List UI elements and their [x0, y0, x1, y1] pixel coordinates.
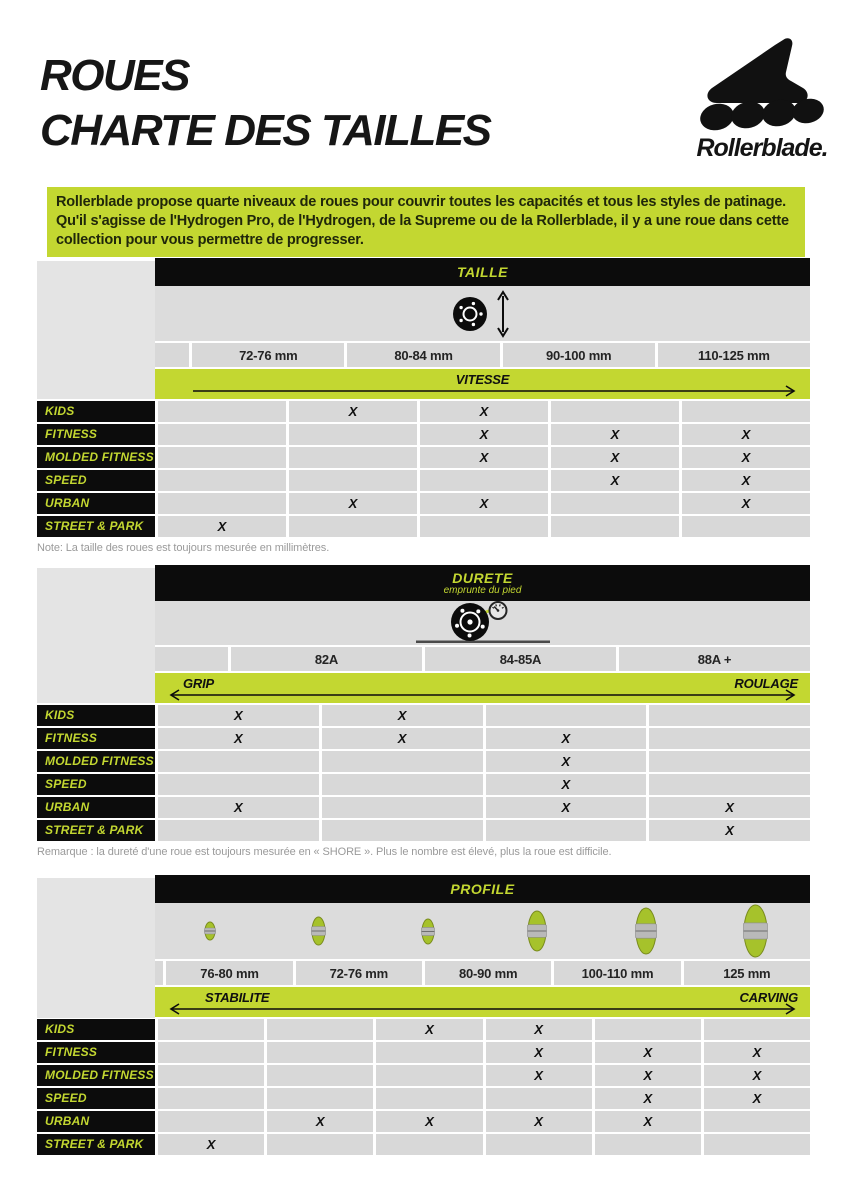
x-mark: X	[752, 1091, 762, 1106]
x-mark: X	[234, 731, 243, 746]
brand-wordmark: Rollerblade.	[696, 134, 828, 162]
mark-cell	[158, 470, 286, 491]
wheel-profile-icon	[311, 916, 326, 946]
x-mark: X	[561, 754, 571, 769]
mark-cell	[376, 1065, 482, 1086]
mark-cell	[376, 1042, 482, 1063]
mark-cell	[158, 1065, 264, 1086]
mark-cell	[267, 1019, 373, 1040]
axis-label-grip: GRIP	[183, 676, 214, 691]
table-row	[37, 1065, 810, 1086]
mark-cell	[704, 1065, 810, 1086]
mark-cell	[704, 1042, 810, 1063]
column-header: 76-80 mm	[166, 961, 292, 985]
mark-cell	[649, 728, 810, 749]
column-header: 90-100 mm	[503, 343, 655, 367]
mark-cell	[158, 493, 286, 514]
x-mark: X	[534, 1068, 543, 1083]
mark-cell	[595, 1042, 701, 1063]
table-row	[37, 1019, 810, 1040]
column-header: 84-85A	[425, 647, 616, 671]
x-mark: X	[643, 1068, 653, 1083]
table-corner	[37, 261, 155, 399]
table-row	[37, 516, 810, 537]
mark-cell	[649, 774, 810, 795]
x-mark: X	[534, 1022, 543, 1037]
axis-bar	[155, 673, 810, 703]
table-note: Note: La taille des roues est toujours mesurée en millimètres.	[37, 542, 330, 554]
axis-label-roulage: ROULAGE	[734, 676, 798, 691]
row-label: STREET & PARK	[37, 1134, 155, 1155]
mark-cell	[486, 797, 647, 818]
x-mark: X	[348, 496, 358, 511]
x-mark: X	[315, 1114, 325, 1129]
mark-cell	[158, 1042, 264, 1063]
x-mark: X	[397, 708, 407, 723]
mark-cell	[486, 820, 647, 841]
axis-label-stabilite: STABILITE	[205, 990, 270, 1005]
column-header: 110-125 mm	[658, 343, 810, 367]
x-mark: X	[610, 450, 620, 465]
profile-column-icon	[483, 903, 592, 959]
mark-cell	[649, 797, 810, 818]
mark-cell	[595, 1065, 701, 1086]
mark-cell	[322, 751, 483, 772]
mark-cell	[682, 401, 810, 422]
column-header: 80-84 mm	[347, 343, 499, 367]
table-rows	[37, 705, 810, 841]
x-mark: X	[561, 731, 571, 746]
mark-cell	[682, 470, 810, 491]
x-mark: X	[479, 450, 489, 465]
table-rows	[37, 1019, 810, 1155]
column-header: 125 mm	[684, 961, 810, 985]
mark-cell	[420, 516, 548, 537]
x-mark: X	[643, 1114, 653, 1129]
row-label: MOLDED FITNESS	[37, 1065, 155, 1086]
mark-cell	[551, 447, 679, 468]
mark-cell	[420, 424, 548, 445]
x-mark: X	[561, 777, 571, 792]
table-row	[37, 774, 810, 795]
mark-cell	[682, 516, 810, 537]
mark-cell	[649, 751, 810, 772]
table-row	[37, 447, 810, 468]
table-row	[37, 424, 810, 445]
row-label: KIDS	[37, 1019, 155, 1040]
mark-cell	[322, 705, 483, 726]
table-durete	[37, 565, 810, 858]
mark-cell	[322, 774, 483, 795]
title-line2: CHARTE DES TAILLES	[40, 106, 491, 155]
table-row	[37, 751, 810, 772]
mark-cell	[486, 1111, 592, 1132]
table-title: DURETE	[452, 570, 513, 586]
mark-cell	[649, 705, 810, 726]
rollerblade-logo	[684, 36, 840, 174]
column-header: 72-76 mm	[296, 961, 422, 985]
table-header	[155, 258, 810, 286]
mark-cell	[158, 1134, 264, 1155]
x-mark: X	[725, 823, 734, 838]
x-mark: X	[534, 1045, 543, 1060]
x-mark: X	[348, 404, 358, 419]
mark-cell	[704, 1134, 810, 1155]
wheel-profile-icon	[421, 918, 435, 945]
mark-cell	[420, 493, 548, 514]
skate-logo-icon	[687, 36, 837, 136]
intro-text: Rollerblade propose quarte niveaux de roues pour couvrir toutes les capacités et tous les styles de patinage. Qu'il s'agisse de l'Hydrogen Pro, de l'Hydrogen, de la Supreme ou de la Rollerblade, il y a une roue dans cette collection pour vous permettre de progresser.	[47, 187, 805, 257]
table-corner	[37, 878, 155, 1018]
mark-cell	[158, 1111, 264, 1132]
column-header: 82A	[231, 647, 422, 671]
page-title	[40, 48, 491, 158]
table-taille	[37, 258, 810, 554]
mark-cell	[682, 424, 810, 445]
mark-cell	[486, 1042, 592, 1063]
profile-column-icon	[155, 903, 264, 959]
row-label: FITNESS	[37, 728, 155, 749]
x-mark: X	[234, 800, 243, 815]
table-row	[37, 1134, 810, 1155]
mark-cell	[420, 401, 548, 422]
axis-bar	[155, 987, 810, 1017]
mark-cell	[420, 470, 548, 491]
mark-cell	[704, 1019, 810, 1040]
table-row	[37, 1042, 810, 1063]
mark-cell	[595, 1019, 701, 1040]
mark-cell	[267, 1134, 373, 1155]
mark-cell	[486, 1019, 592, 1040]
row-label: SPEED	[37, 470, 155, 491]
table-row	[37, 1088, 810, 1109]
mark-cell	[551, 470, 679, 491]
row-label: URBAN	[37, 493, 155, 514]
wheel-hardness-icon	[398, 601, 568, 645]
row-label: FITNESS	[37, 1042, 155, 1063]
table-row	[37, 797, 810, 818]
mark-cell	[158, 820, 319, 841]
mark-cell	[158, 751, 319, 772]
mark-cell	[595, 1111, 701, 1132]
x-mark: X	[534, 1114, 543, 1129]
row-label: URBAN	[37, 797, 155, 818]
x-mark: X	[741, 450, 751, 465]
mark-cell	[551, 401, 679, 422]
wheel-profile-icon	[527, 910, 547, 952]
axis-arrow	[155, 689, 810, 701]
column-header: 72-76 mm	[192, 343, 344, 367]
profile-column-icon	[373, 903, 482, 959]
x-mark: X	[479, 404, 489, 419]
x-mark: X	[425, 1022, 434, 1037]
table-corner	[37, 568, 155, 703]
table-row	[37, 493, 810, 514]
mark-cell	[376, 1111, 482, 1132]
mark-cell	[595, 1088, 701, 1109]
mark-cell	[486, 774, 647, 795]
axis-bar	[155, 369, 810, 399]
table-header	[155, 875, 810, 903]
row-label: SPEED	[37, 1088, 155, 1109]
mark-cell	[376, 1019, 482, 1040]
mark-cell	[486, 705, 647, 726]
row-label: STREET & PARK	[37, 516, 155, 537]
mark-cell	[158, 705, 319, 726]
mark-cell	[376, 1134, 482, 1155]
wheel-profile-icon	[743, 904, 768, 958]
axis-arrow	[155, 1003, 810, 1015]
axis-label-carving: CARVING	[739, 990, 798, 1005]
mark-cell	[158, 424, 286, 445]
x-mark: X	[425, 1114, 434, 1129]
x-mark: X	[479, 427, 489, 442]
row-label: URBAN	[37, 1111, 155, 1132]
mark-cell	[486, 728, 647, 749]
table-profile	[37, 875, 810, 1155]
x-mark: X	[217, 519, 227, 534]
axis-label-vitesse: VITESSE	[455, 372, 510, 387]
row-label: STREET & PARK	[37, 820, 155, 841]
mark-cell	[595, 1134, 701, 1155]
profile-icon-band	[155, 903, 810, 959]
row-label: KIDS	[37, 401, 155, 422]
table-row	[37, 401, 810, 422]
mark-cell	[158, 1088, 264, 1109]
x-mark: X	[397, 731, 407, 746]
row-label: FITNESS	[37, 424, 155, 445]
mark-cell	[682, 493, 810, 514]
table-row	[37, 1111, 810, 1132]
mark-cell	[289, 470, 417, 491]
mark-cell	[158, 447, 286, 468]
mark-cell	[649, 820, 810, 841]
x-mark: X	[752, 1068, 762, 1083]
mark-cell	[551, 424, 679, 445]
table-row	[37, 728, 810, 749]
x-mark: X	[561, 800, 571, 815]
mark-cell	[551, 516, 679, 537]
x-mark: X	[741, 496, 751, 511]
profile-column-icon	[592, 903, 701, 959]
mark-cell	[486, 1134, 592, 1155]
x-mark: X	[741, 473, 751, 488]
size-icon-band	[155, 286, 810, 341]
profile-column-icon	[264, 903, 373, 959]
table-row	[37, 705, 810, 726]
mark-cell	[158, 797, 319, 818]
mark-cell	[322, 797, 483, 818]
mark-cell	[158, 516, 286, 537]
mark-cell	[289, 424, 417, 445]
mark-cell	[704, 1088, 810, 1109]
mark-cell	[420, 447, 548, 468]
x-mark: X	[752, 1045, 762, 1060]
wheel-size-icon	[428, 288, 538, 340]
x-mark: X	[741, 427, 751, 442]
x-mark: X	[725, 800, 734, 815]
row-label: MOLDED FITNESS	[37, 447, 155, 468]
table-rows	[37, 401, 810, 537]
x-mark: X	[643, 1091, 653, 1106]
x-mark: X	[206, 1137, 216, 1152]
mark-cell	[289, 447, 417, 468]
mark-cell	[158, 1019, 264, 1040]
mark-cell	[704, 1111, 810, 1132]
mark-cell	[486, 1088, 592, 1109]
table-subtitle: emprunte du pied	[443, 585, 522, 596]
mark-cell	[267, 1065, 373, 1086]
axis-arrow	[155, 385, 810, 397]
mark-cell	[267, 1042, 373, 1063]
mark-cell	[289, 493, 417, 514]
x-mark: X	[234, 708, 243, 723]
wheel-profile-icon	[204, 921, 216, 941]
mark-cell	[158, 728, 319, 749]
x-mark: X	[610, 427, 620, 442]
column-header: 80-90 mm	[425, 961, 551, 985]
mark-cell	[158, 401, 286, 422]
table-header	[155, 565, 810, 601]
wheel-profile-icon	[635, 907, 657, 955]
mark-cell	[322, 820, 483, 841]
mark-cell	[322, 728, 483, 749]
row-label: KIDS	[37, 705, 155, 726]
mark-cell	[158, 774, 319, 795]
mark-cell	[267, 1088, 373, 1109]
mark-cell	[486, 751, 647, 772]
mark-cell	[682, 447, 810, 468]
mark-cell	[376, 1088, 482, 1109]
x-mark: X	[610, 473, 620, 488]
mark-cell	[267, 1111, 373, 1132]
title-line1: ROUES	[40, 51, 189, 100]
x-mark: X	[479, 496, 489, 511]
table-title: PROFILE	[450, 881, 515, 897]
table-row	[37, 820, 810, 841]
column-header: 88A +	[619, 647, 810, 671]
mark-cell	[289, 516, 417, 537]
column-header: 100-110 mm	[554, 961, 680, 985]
row-label: MOLDED FITNESS	[37, 751, 155, 772]
x-mark: X	[643, 1045, 653, 1060]
table-row	[37, 470, 810, 491]
mark-cell	[486, 1065, 592, 1086]
table-note: Remarque : la dureté d'une roue est toujours mesurée en « SHORE ». Plus le nombre est élevé, plus la roue est difficile.	[37, 846, 612, 858]
profile-column-icon	[701, 903, 810, 959]
hardness-icon-band	[155, 601, 810, 645]
row-label: SPEED	[37, 774, 155, 795]
mark-cell	[551, 493, 679, 514]
table-title: TAILLE	[457, 264, 508, 280]
mark-cell	[289, 401, 417, 422]
